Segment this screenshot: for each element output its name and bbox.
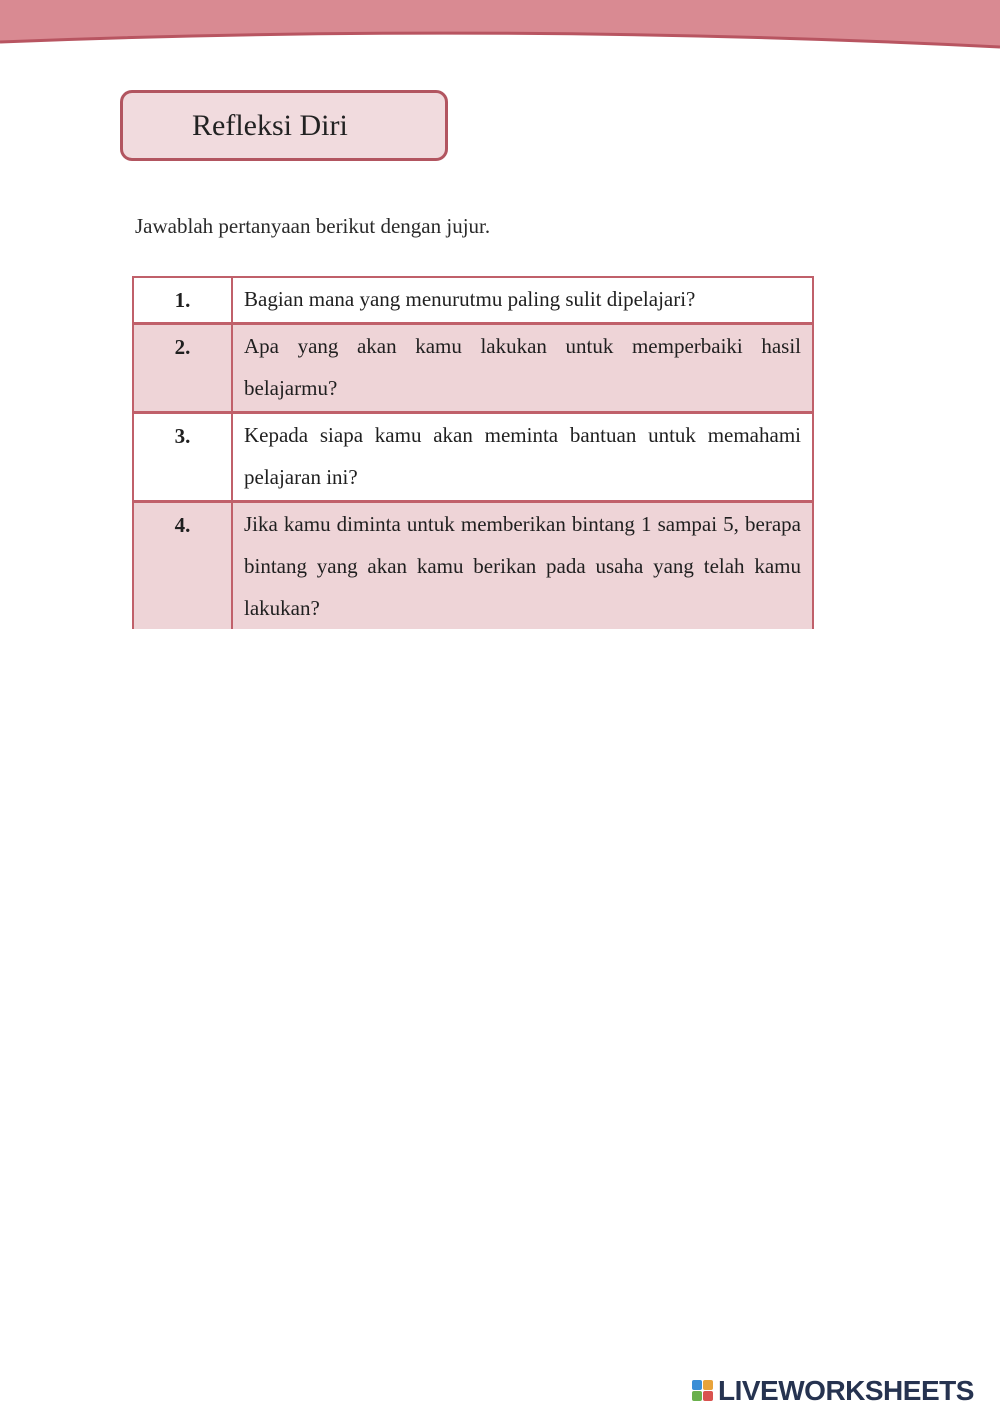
logo-text: LIVEWORKSHEETS (718, 1375, 974, 1406)
question-text: Bagian mana yang menurutmu paling sulit dipelajari? (232, 277, 813, 324)
question-number: 1. (133, 277, 232, 324)
liveworksheets-logo-icon (692, 1380, 714, 1402)
section-title: Refleksi Diri (192, 108, 348, 142)
question-text: Jika kamu diminta untuk memberikan bintang 1 sampai 5, berapa bintang yang akan kamu berikan pada usaha yang telah kamu lakukan? (232, 502, 813, 630)
question-text: Apa yang akan kamu lakukan untuk memperbaiki hasil belajarmu? (232, 324, 813, 413)
question-text: Kepada siapa kamu akan meminta bantuan untuk memahami pelajaran ini? (232, 413, 813, 502)
question-number: 3. (133, 413, 232, 502)
question-number: 2. (133, 324, 232, 413)
instruction-text: Jawablah pertanyaan berikut dengan jujur. (135, 214, 491, 238)
table-row (133, 413, 813, 502)
questions-table (132, 276, 814, 629)
question-number: 4. (133, 502, 232, 630)
header-band (0, 0, 1000, 60)
table-row (133, 502, 813, 630)
table-row (133, 277, 813, 324)
section-title-box (120, 90, 448, 161)
table-row (133, 324, 813, 413)
liveworksheets-logo[interactable] (692, 1376, 974, 1406)
